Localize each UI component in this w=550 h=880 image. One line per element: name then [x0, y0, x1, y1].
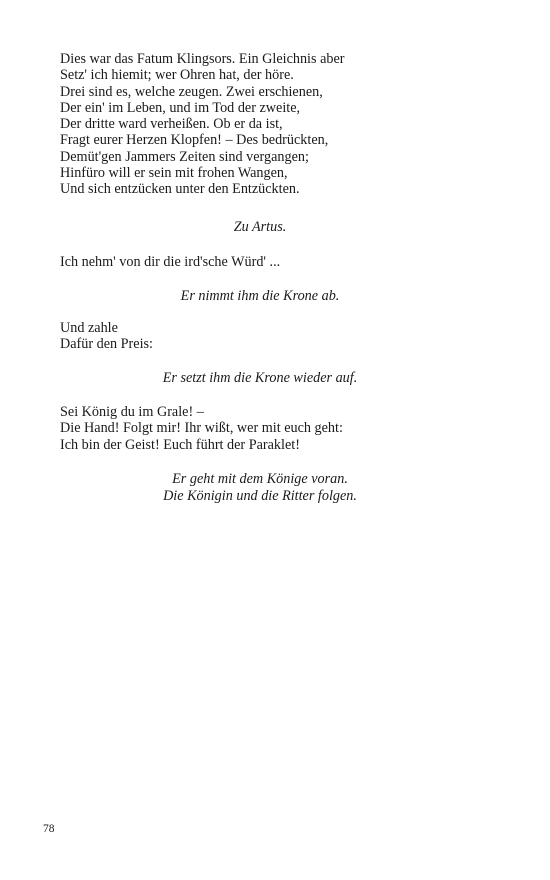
verse-line: Dafür den Preis:: [60, 336, 153, 353]
verse-line: Der ein' im Leben, und im Tod der zweite,: [60, 99, 301, 116]
verse-block-preis: [60, 320, 490, 353]
verse-line: Sei König du im Grale! –: [60, 404, 204, 420]
stage-direction-krone-auf: Er setzt ihm die Krone wieder auf.: [162, 370, 358, 386]
verse-line: Hinfüro will er sein mit frohen Wangen,: [60, 165, 288, 182]
verse-line: Drei sind es, welche zeugen. Zwei erschienen,: [60, 83, 323, 100]
verse-line: Fragt eurer Herzen Klopfen! – Des bedrückten,: [60, 132, 329, 149]
verse-line: Ich nehm' von dir die ird'sche Würd' ...: [60, 254, 281, 270]
verse-line: Demüt'gen Jammers Zeiten sind vergangen;: [60, 148, 309, 165]
verse-line: Setz' ich hiemit; wer Ohren hat, der höre.: [60, 67, 294, 84]
stage-direction-voran: Er geht mit dem Könige voran.: [172, 471, 348, 487]
verse-line: Und sich entzücken unter den Entzückten.: [60, 181, 300, 198]
verse-line: Dies war das Fatum Klingsors. Ein Gleichnis aber: [60, 51, 345, 67]
verse-line: Der dritte ward verheißen. Ob er da ist,: [60, 116, 283, 133]
stage-direction-zu-artus: Zu Artus.: [233, 219, 287, 235]
verse-block-klingsor: [60, 51, 490, 198]
verse-line: Ich bin der Geist! Euch führt der Paraklet!: [60, 436, 300, 453]
verse-block-wuerde: [60, 254, 490, 270]
stage-direction-folgen: Die Königin und die Ritter folgen.: [163, 488, 357, 504]
stage-direction-krone-ab: Er nimmt ihm die Krone ab.: [180, 288, 340, 304]
verse-block-grale: [60, 404, 490, 453]
page-number: 78: [43, 823, 55, 835]
verse-line: Die Hand! Folgt mir! Ihr wißt, wer mit euch geht:: [60, 420, 343, 437]
verse-line: Und zahle: [60, 320, 118, 336]
